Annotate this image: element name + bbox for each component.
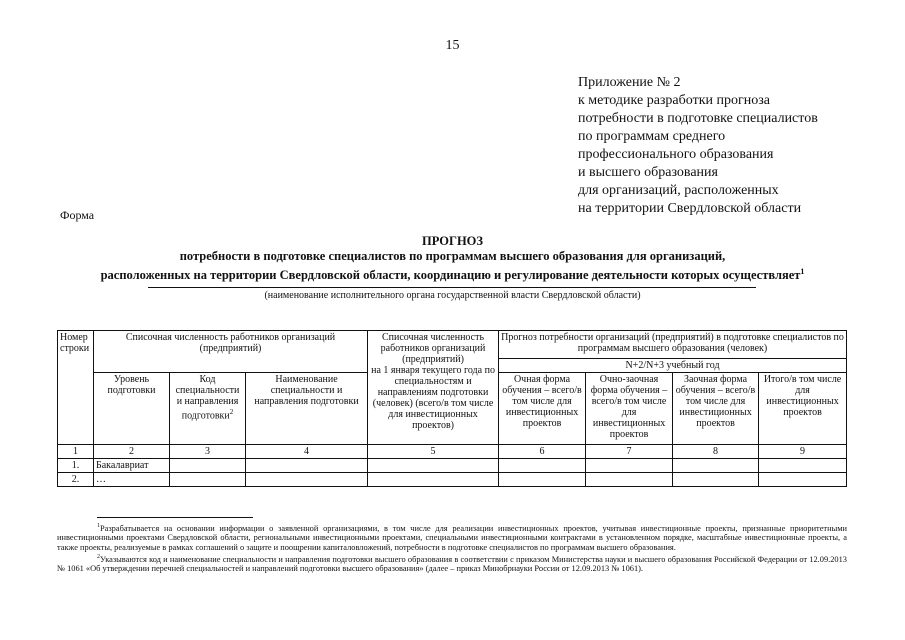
footnote-mark: 1	[97, 523, 100, 529]
header-extramural: Заочная форма обучения – всего/в том числе для инвестиционных проектов	[673, 373, 759, 445]
document-title	[0, 234, 905, 283]
table-cell	[759, 459, 847, 473]
appendix-line: на территории Свердловской области	[578, 201, 802, 216]
header-level: Уровень подготовки	[94, 373, 170, 445]
appendix-line: к методике разработки прогноза	[578, 93, 770, 108]
column-number: 1	[58, 445, 94, 459]
column-number: 2	[94, 445, 170, 459]
appendix-line: по программам среднего	[578, 129, 726, 144]
header-headcount-by-specialty-top: Списочная численность работников организаций (предприятий)	[380, 332, 486, 365]
table-row	[58, 473, 847, 487]
table-cell	[246, 473, 368, 487]
table-cell	[586, 459, 673, 473]
appendix-line: потребности в подготовке специалистов	[578, 111, 818, 126]
table-cell	[759, 473, 847, 487]
title-line-3	[0, 264, 905, 283]
header-headcount-by-specialty	[368, 331, 499, 445]
footnote-ref-2: 2	[229, 408, 234, 416]
table-cell	[170, 459, 246, 473]
row-number: 2.	[58, 473, 94, 487]
table-cell	[499, 473, 586, 487]
table-row	[58, 459, 847, 473]
footnote-text: Указываются код и наименование специальности и направления подготовки высшего образования в соответствии с приказом Министерства науки и высшего образования Российской Федерации от 12.09.2013 № 1061 «Об утверждении перечней специальностей и направлений подготовки высшего образования» (далее – приказ Минобрнауки России от 12.09.2013 № 1061).	[57, 554, 847, 573]
table-cell	[673, 459, 759, 473]
footnote-1	[57, 522, 847, 553]
forecast-table	[57, 330, 847, 487]
column-number: 6	[499, 445, 586, 459]
footnote-separator	[97, 517, 253, 518]
footnote-2	[57, 553, 847, 574]
header-forecast: Прогноз потребности организаций (предприятий) в подготовке специалистов по программам высшего образования (человек)	[499, 331, 847, 359]
appendix-line: для организаций, расположенных	[578, 183, 779, 198]
table-cell	[499, 459, 586, 473]
header-headcount-by-specialty-bottom: на 1 января текущего года по специальностям и направлениям подготовки (человек) (всего/в том числе для инвестиционных проектов)	[371, 365, 495, 431]
column-number: 4	[246, 445, 368, 459]
form-label: Форма	[60, 208, 95, 222]
header-headcount: Списочная численность работников организаций (предприятий)	[94, 331, 368, 373]
header-name: Наименование специальности и направления подготовки	[246, 373, 368, 445]
row-number: 1.	[58, 459, 94, 473]
column-number: 3	[170, 445, 246, 459]
appendix-heading	[578, 74, 818, 218]
row-level: Бакалавриат	[94, 459, 170, 473]
table-cell	[170, 473, 246, 487]
header-code-text: Код специальности и направления подготовки	[175, 374, 240, 422]
column-number: 8	[673, 445, 759, 459]
table-cell	[246, 459, 368, 473]
column-number: 9	[759, 445, 847, 459]
page-number: 15	[445, 38, 460, 53]
table-cell	[586, 473, 673, 487]
title-line-2: потребности в подготовке специалистов по программам высшего образования для организаций,	[179, 249, 726, 263]
header-academic-year: N+2/N+3 учебный год	[499, 359, 847, 373]
footnote-mark: 2	[97, 553, 100, 560]
table-cell	[368, 473, 499, 487]
footnote-text: Разрабатывается на основании информации о заявленной организациями, в том числе для реализации инвестиционных проектов, учитывая инвестиционные проекты, признанные приоритетными инвестиционными проектами Свердловской области, региональными инвестиционными проектами, специальными инвестиционными контрактами в установленном порядке, масштабные инвестиционные проекты, а также проекты, реализуемые в рамках соглашений о защите и поощрении капиталовложений, потребности в подготовке специалистов по программам высшего образования.	[57, 523, 847, 552]
footnotes	[57, 522, 847, 574]
org-name-caption: (наименование исполнительного органа государственной власти Свердловской области)	[264, 290, 641, 301]
header-full-time: Очная форма обучения – всего/в том числе для инвестиционных проектов	[499, 373, 586, 445]
appendix-line: профессионального образования	[578, 147, 774, 162]
appendix-line: Приложение № 2	[578, 75, 681, 90]
table-cell	[368, 459, 499, 473]
org-name-line	[148, 287, 756, 288]
header-row-number: Номер строки	[58, 331, 94, 445]
footnote-ref-1: 1	[800, 267, 805, 276]
header-code	[170, 373, 246, 445]
title-line-1: ПРОГНОЗ	[421, 234, 483, 248]
title-line-3-text: расположенных на территории Свердловской области, координацию и регулирование деятельности которых осуществляет	[100, 268, 801, 283]
header-part-time: Очно-заочная форма обучения – всего/в том числе для инвестиционных проектов	[586, 373, 673, 445]
table-cell	[673, 473, 759, 487]
header-total: Итого/в том числе для инвестиционных проектов	[759, 373, 847, 445]
column-number: 7	[586, 445, 673, 459]
row-level: …	[94, 473, 170, 487]
column-number: 5	[368, 445, 499, 459]
appendix-line: и высшего образования	[578, 165, 718, 180]
